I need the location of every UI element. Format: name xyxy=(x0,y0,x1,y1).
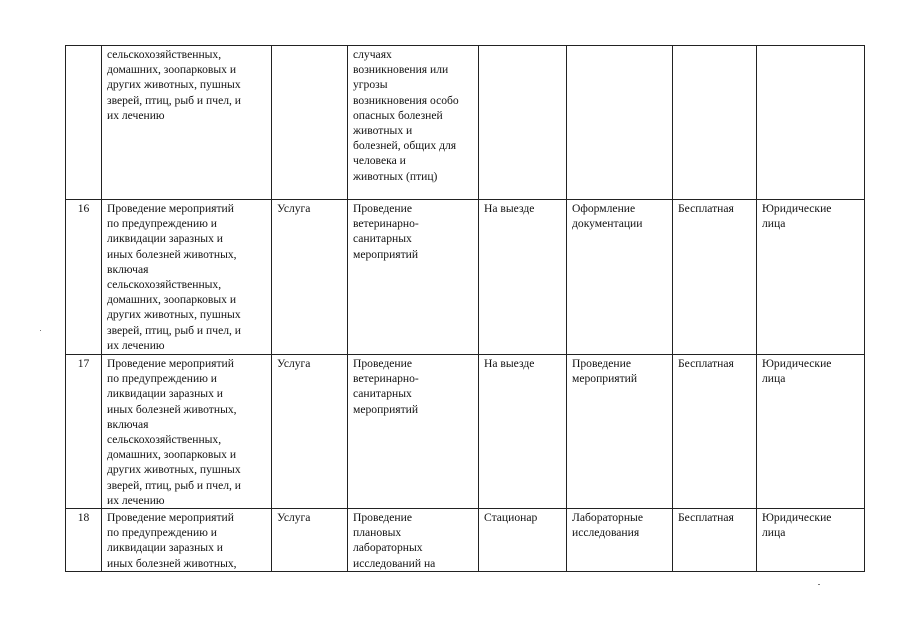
service-result: Оформление документации xyxy=(567,200,673,355)
service-content: Проведение ветеринарно- санитарных мероприятий xyxy=(348,200,479,355)
service-fee: Бесплатная xyxy=(673,200,757,355)
service-place xyxy=(479,46,567,200)
service-content: Проведение плановых лабораторных исследований на xyxy=(348,509,479,572)
services-table xyxy=(65,45,865,572)
service-result: Лабораторные исследования xyxy=(567,509,673,572)
service-fee: Бесплатная xyxy=(673,509,757,572)
service-result xyxy=(567,46,673,200)
service-name: Проведение мероприятий по предупреждению и ликвидации заразных и иных болезней животных, включая сельскохозяйственных, домашних, зоопарковых и других животных, пушных зверей, птиц, рыб и пчел, и их лечению xyxy=(102,200,272,355)
service-name: сельскохозяйственных, домашних, зоопарковых и других животных, пушных зверей, птиц, рыб и пчел, и их лечению xyxy=(102,46,272,200)
service-recipient: Юридические лица xyxy=(757,355,865,509)
row-number: 18 xyxy=(66,509,102,572)
service-content: случаях возникновения или угрозы возникновения особо опасных болезней животных и болезней, общих для человека и животных (птиц) xyxy=(348,46,479,200)
service-type xyxy=(272,46,348,200)
service-type: Услуга xyxy=(272,355,348,509)
row-number xyxy=(66,46,102,200)
service-fee xyxy=(673,46,757,200)
service-recipient: Юридические лица xyxy=(757,509,865,572)
service-result: Проведение мероприятий xyxy=(567,355,673,509)
row-number: 17 xyxy=(66,355,102,509)
row-number: 16 xyxy=(66,200,102,355)
service-place: На выезде xyxy=(479,355,567,509)
table-row xyxy=(66,509,865,572)
table-row xyxy=(66,355,865,509)
table-row xyxy=(66,200,865,355)
service-name: Проведение мероприятий по предупреждению и ликвидации заразных и иных болезней животных, xyxy=(102,509,272,572)
service-place: Стационар xyxy=(479,509,567,572)
service-fee: Бесплатная xyxy=(673,355,757,509)
service-name: Проведение мероприятий по предупреждению и ликвидации заразных и иных болезней животных, включая сельскохозяйственных, домашних, зоопарковых и других животных, пушных зверей, птиц, рыб и пчел, и их лечению xyxy=(102,355,272,509)
service-place: На выезде xyxy=(479,200,567,355)
service-recipient xyxy=(757,46,865,200)
service-content: Проведение ветеринарно- санитарных мероприятий xyxy=(348,355,479,509)
service-recipient: Юридические лица xyxy=(757,200,865,355)
scan-speck xyxy=(818,584,820,585)
table-row xyxy=(66,46,865,200)
service-type: Услуга xyxy=(272,200,348,355)
service-type: Услуга xyxy=(272,509,348,572)
scan-speck xyxy=(40,330,41,331)
